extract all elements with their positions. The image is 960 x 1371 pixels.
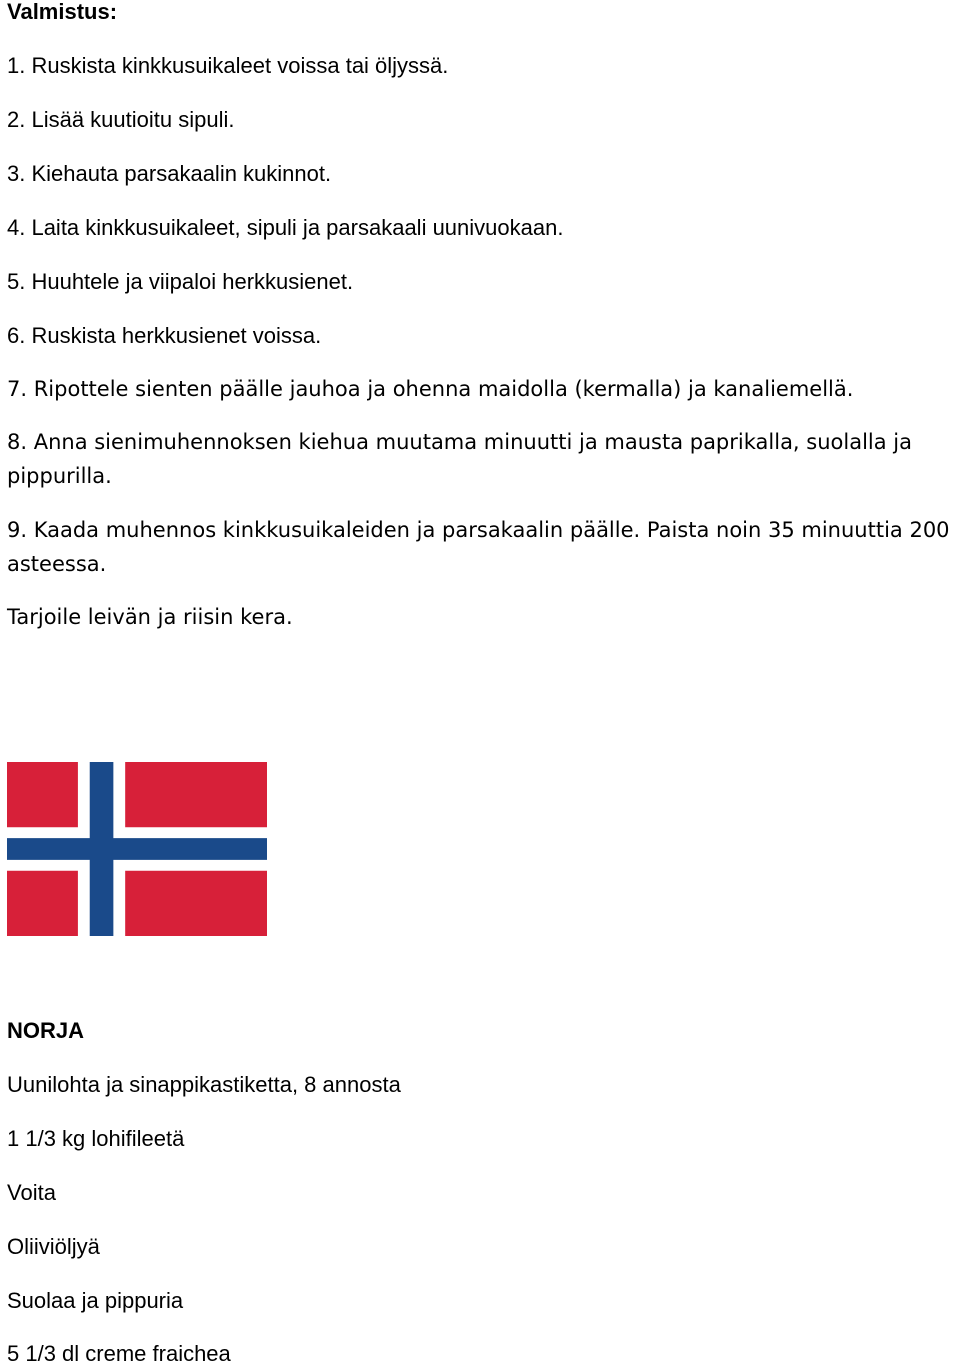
step-3: 3. Kiehauta parsakaalin kukinnot. <box>7 161 332 186</box>
ingredient-item: 1 1/3 kg lohifileetä <box>7 1126 185 1151</box>
flag-blue-cross-horizontal <box>7 838 267 860</box>
ingredient-item: Voita <box>7 1180 56 1205</box>
step-4: 4. Laita kinkkusuikaleet, sipuli ja parsakaali uunivuokaan. <box>7 215 564 240</box>
ingredient-item: 5 1/3 dl creme fraichea <box>7 1341 231 1366</box>
step-9: 9. Kaada muhennos kinkkusuikaleiden ja parsakaalin päälle. Paista noin 35 minuuttia 200 asteessa. <box>7 518 950 576</box>
norway-flag-icon <box>7 762 267 936</box>
serving-note: Tarjoile leivän ja riisin kera. <box>7 605 293 629</box>
ingredient-item: Oliiviöljyä <box>7 1234 100 1259</box>
step-7: 7. Ripottele sienten päälle jauhoa ja ohenna maidolla (kermalla) ja kanaliemellä. <box>7 377 854 401</box>
preparation-heading: Valmistus: <box>7 0 118 24</box>
step-8: 8. Anna sienimuhennoksen kiehua muutama minuutti ja mausta paprikalla, suolalla ja pippurilla. <box>7 430 912 488</box>
country-heading: NORJA <box>7 1018 85 1043</box>
step-5: 5. Huuhtele ja viipaloi herkkusienet. <box>7 269 354 294</box>
step-2: 2. Lisää kuutioitu sipuli. <box>7 107 235 132</box>
step-1: 1. Ruskista kinkkusuikaleet voissa tai öljyssä. <box>7 53 449 78</box>
ingredient-item: Suolaa ja pippuria <box>7 1288 184 1313</box>
recipe-title: Uunilohta ja sinappikastiketta, 8 annosta <box>7 1072 401 1097</box>
step-6: 6. Ruskista herkkusienet voissa. <box>7 323 322 348</box>
